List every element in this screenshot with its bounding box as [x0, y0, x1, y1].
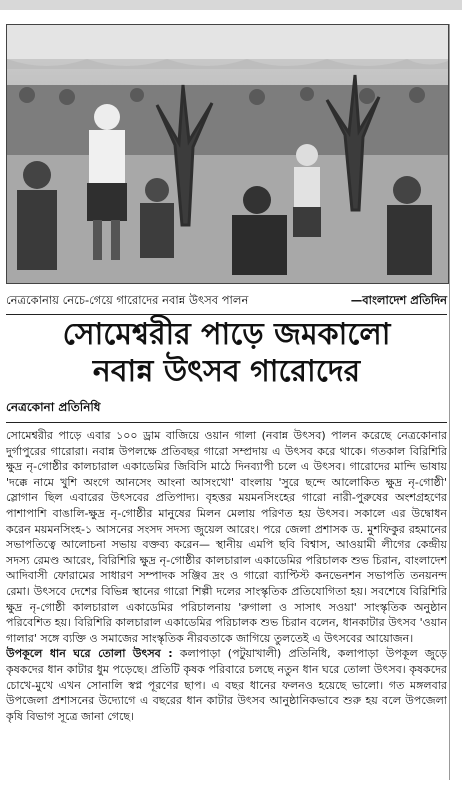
headline: [6, 316, 447, 390]
headline-line-2: নবান্ন উৎসব গারোদের: [92, 354, 361, 389]
caption-text: নেত্রকোনায় নেচে-গেয়ে গারোদের নবান্ন উৎসব পালন: [6, 292, 249, 307]
headline-line-1: সোমেশ্বরীর পাড়ে জমকালো: [62, 317, 391, 352]
article-body: [6, 428, 447, 780]
subheading: উপকূলে ধান ঘরে তোলা উৎসব :: [6, 647, 173, 661]
photo-caption: [6, 290, 447, 315]
article-paragraph-2-text: কলাপাড়া (পটুয়াখালী) প্রতিনিধি, কলাপাড়া উপকূল জুড়ে কৃষকদের ধান কাটার ধুম পড়েছে। প্রতিটি কৃষক পরিবারে চলছে নতুন ধান ঘরে তোলা উৎসব। কৃষকদের চোখে-মুখে এখন সোনালি স্বপ্ন পূরণের ছাপ। এ বছর ধানের ফলনও হয়েছে ভালো। গত মঙ্গলবার উপজেলা প্রশাসনের উদ্যোগে এ বছরের ধান কাটার উৎসব আনুষ্ঠানিকভাবে শুরু হয় বলে উপজেলা কৃষি বিভাগ সূত্রে জানা গেছে।: [6, 647, 447, 723]
column-rule: [449, 24, 450, 780]
photo-credit: —বাংলাদেশ প্রতিদিন: [350, 292, 447, 307]
byline: নেত্রকোনা প্রতিনিধি: [6, 399, 447, 423]
dance-photo-illustration: [7, 25, 448, 283]
news-photo: [6, 24, 449, 284]
article-paragraph-2: [6, 646, 447, 724]
article-paragraph-1: সোমেশ্বরীর পাড়ে এবার ১০০ ড্রাম বাজিয়ে ওয়ান গালা (নবান্ন উৎসব) পালন করেছে নেত্রকোনার দুর্গাপুরের গারোরা। নবান্ন উপলক্ষে প্রতিবছর গারো সম্প্রদায় এ উৎসব করে থাকে। গতকাল বিরিশিরি ক্ষুদ্র নৃ-গোষ্ঠীর কালচারাল একাডেমির জিবিসি মাঠে দিনব্যাপী চলে এ উৎসব। গারোদের মান্দি ভাষায় 'দক্কে নামে খুশি অংগে আনসেং আংনা আসংখো' বাংলায় 'সুরে ছন্দে আলোকিত ক্ষুদ্র নৃ-গোষ্ঠী' স্লোগান ছিল এবারের উৎসবের প্রতিপাদ্য। বৃহত্তর ময়মনসিংহের গারো নারী-পুরুষের অংশগ্রহণের পাশাপাশি বাঙালি-ক্ষুদ্র নৃ-গোষ্ঠীর মানুষের মিলন মেলায় পরিণত হয় উৎসব। সকালে এর উদ্বোধন করেন ময়মনসিংহ-১ আসনের সংসদ সদস্য জুয়েল আরেং। পরে জেলা প্রশাসক ড. মুশফিকুর রহমানের সভাপতিত্বে আলোচনা সভায় বক্তব্য করেন— স্থানীয় এমপি ছবি বিশ্বাস, আওয়ামী লীগের কেন্দ্রীয় সদস্য রেমণ্ড আরেং, বিরিশিরি ক্ষুদ্র নৃ-গোষ্ঠীর কালচারাল একাডেমির পরিচালক শুভ চিরান, বাংলাদেশ আদিবাসী ফোরামের সাধারণ সম্পাদক সঞ্জিব দ্রং ও গারো ব্যাপ্টিস্ট কনভেনশন সভাপতি তনয়নন্দ রেমা। উৎসবে দেশের বিভিন্ন স্থানের গারো শিল্পী দলের সাংস্কৃতিক প্রতিযোগিতা হয়। সবশেষে বিরিশিরি ক্ষুদ্র নৃ-গোষ্ঠী কালচারাল একাডেমির পরিচালনায় 'রুগালা ও সাসাৎ সওয়া' সাংস্কৃতিক অনুষ্ঠান পরিবেশিত হয়। বিরিশিরি কালচারাল একাডেমির পরিচালক শুভ চিরান বলেন, ধানকাটার উৎসব 'ওয়ান গালার' সঙ্গে ব্যক্তি ও সমাজের সাংস্কৃতিক নীরবতাকে জাগিয়ে তুলতেই এ উৎসবের আয়োজন।: [6, 429, 447, 645]
page-top-bar: [0, 0, 462, 10]
